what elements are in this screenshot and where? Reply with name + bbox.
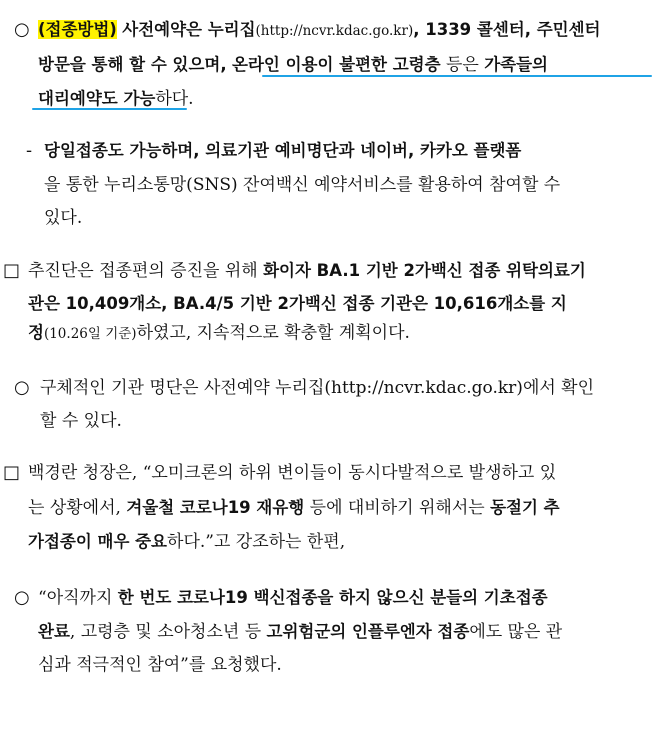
clinic-list-line-2: 할 수 있다. [40,411,122,431]
commissioner-line-2: 는 상황에서, 겨울철 코로나19 재유행 등에 대비하기 위해서는 동절기 추 [28,498,560,518]
square-bullet-icon: □ [3,462,21,483]
clinics-line-2: 관은 10,409개소, BA.4/5 기반 2가백신 접종 기관은 10,616개소를 지 [28,294,567,313]
square-bullet-icon: □ [3,260,21,281]
clinics-line-3: 정(10.26일 기준)하였고, 지속적으로 확충할 계획이다. [28,323,410,343]
same-day-line-2: 을 통한 누리소통망(SNS) 잔여백신 예약서비스를 활용하여 참여할 수 [44,175,561,195]
clinic-list-line-1: 구체적인 기관 명단은 사전예약 누리집(http://ncvr.kdac.go.kr)에서 확인 [40,378,595,398]
circle-bullet-icon: ○ [14,19,30,40]
commissioner-line-3: 가접종이 매우 중요하다.”고 강조하는 한편, [28,532,346,552]
request-line-2: 완료, 고령층 및 소아청소년 등 고위험군의 인플루엔자 접종에도 많은 관 [38,622,563,642]
dash-bullet-icon: - [26,140,33,161]
same-day-line-3: 있다. [44,208,83,228]
booking-method-line-1: (접종방법) 사전예약은 누리집(http://ncvr.kdac.go.kr), 1339 콜센터, 주민센터 [38,20,601,39]
circle-bullet-icon: ○ [14,587,30,608]
elderly-highlight: 온라인 이용이 불편한 고령층 [232,55,441,74]
booking-method-line-3: 대리예약도 가능하다. [38,89,194,109]
commissioner-line-1: 백경란 청장은, “오미크론의 하위 변이들이 동시다발적으로 발생하고 있 [28,463,557,483]
request-line-3: 심과 적극적인 참여”를 요청했다. [38,655,282,675]
request-line-1: “아직까지 한 번도 코로나19 백신접종을 하지 않으신 분들의 기초접종 [38,588,548,608]
booking-url: (http://ncvr.kdac.go.kr) [255,23,414,39]
same-day-line-1: 당일접종도 가능하며, 의료기관 예비명단과 네이버, 카카오 플랫폼 [44,141,522,160]
clinics-line-1: 추진단은 접종편의 증진을 위해 화이자 BA.1 기반 2가백신 접종 위탁의료기 [28,261,586,281]
circle-bullet-icon: ○ [14,377,30,398]
booking-method-line-2: 방문을 통해 할 수 있으며, 온라인 이용이 불편한 고령층 등은 가족들의 [38,55,548,75]
underline-annotation [262,75,652,77]
underline-annotation [32,108,187,110]
booking-method-tag: (접종방법) [38,20,117,39]
